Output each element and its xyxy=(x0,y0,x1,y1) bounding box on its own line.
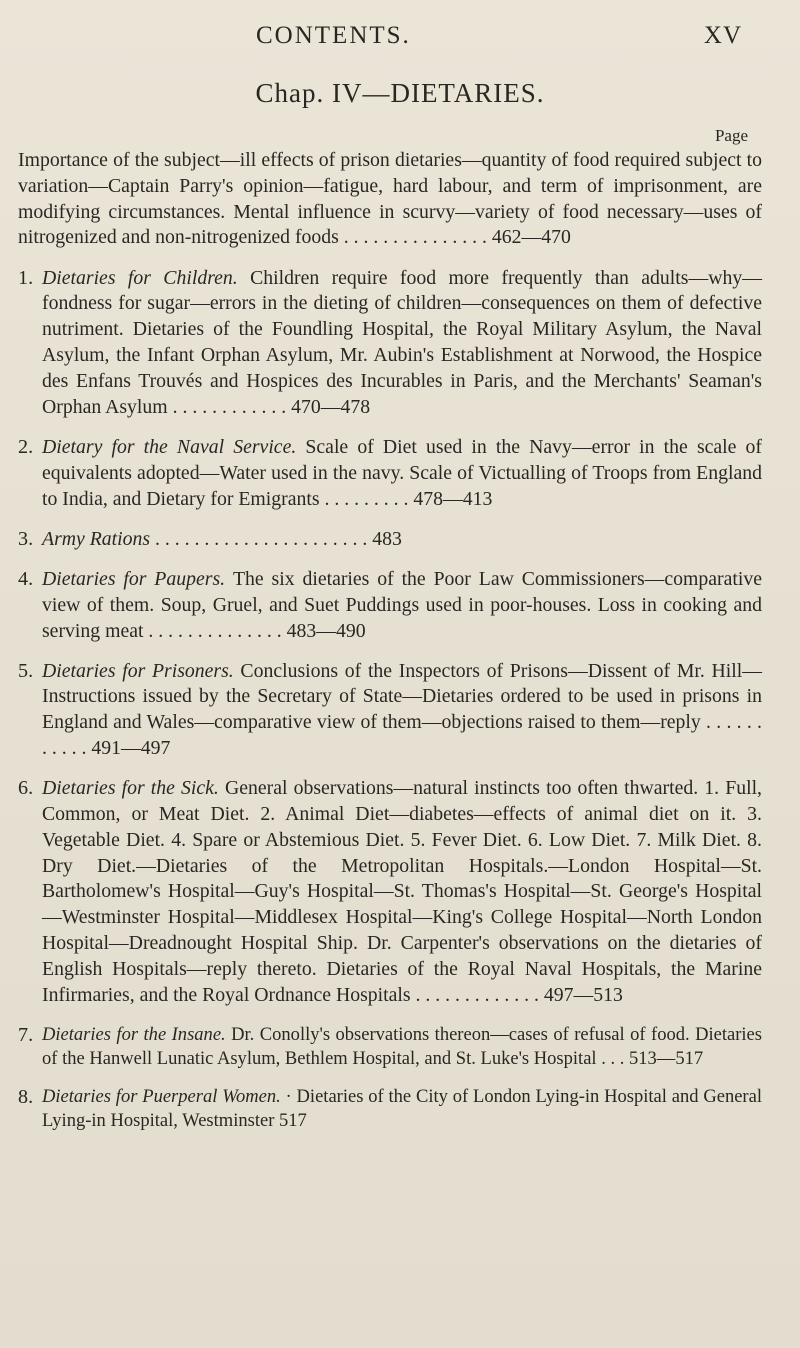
entry-pages: 478—413 xyxy=(413,487,493,510)
entry-number: 7. xyxy=(18,1023,34,1046)
entry-number: 8. xyxy=(18,1086,34,1109)
entry-text xyxy=(42,266,762,421)
entry-number: 3. xyxy=(18,527,34,550)
entry-pages: 470—478 xyxy=(291,395,371,418)
entry-number: 1. xyxy=(18,266,34,289)
entry-body: Importance of the subject—ill effects of prison dietaries—quantity of food required subject to variation—Captain Parry's opinion—fatigue, hard labour, and term of imprisonment, are modifying circumstances. Mental influence in scurvy—variety of food necessary—uses of nitrogenized and non-nitrogenized foods . . . . . . . . . . . . . . . xyxy=(18,149,762,249)
entry-body: Scale of Diet used in the Navy—error in the scale of equivalents adopted—Water used in the navy. Scale of Victualling of Troops from England to India, and Dietary for Emigrants . . . . . . . . . xyxy=(42,436,763,510)
entry-pages: 513—517 xyxy=(629,1047,704,1069)
entry-text xyxy=(42,776,762,1008)
page-column-label: Page xyxy=(714,126,748,145)
page-folio: XV xyxy=(703,22,742,49)
entry-body: . . . . . . . . . . . . . . . . . . . . . . xyxy=(155,527,373,550)
entry-number: 5. xyxy=(18,659,34,682)
entry-body: General observations—natural instincts too often thwarted. 1. Full, Common, or Meat Diet. 2. Animal Diet—diabetes—effects of animal diet on it. 3. Vegetable Diet. 4. Spare or Abstemious Diet. 5. Fever Diet. 6. Low Diet. 7. Milk Diet. 8. Dry Diet.—Dietaries of the Metropolitan Hospitals.—London Hospital—St. Bartholomew's Hospital—Guy's Hospital—St. Thomas's Hospital—St. George's Hospital—Westminster Hospital—Middlesex Hospital—King's College Hospital—North London Hospital—Dreadnought Hospital Ship. Dr. Carpenter's observations on the dietaries of English Hospitals—reply thereto. Dietaries of the Royal Naval Hospitals, the Marine Infirmaries, and the Royal Ordnance Hospitals . . . . . . . . . . . . . xyxy=(42,777,762,1006)
entry-body: Dr. Conolly's observations thereon—cases of refusal of food. Dietaries of the Hanwell Lunatic Asylum, Bethlem Hospital, and St. Luke's Hospital . . . xyxy=(42,1023,762,1069)
entry-title: Dietaries for Puerperal Women. xyxy=(42,1086,286,1108)
entry-pages: 462—470 xyxy=(491,226,571,249)
entry-pages: 483—490 xyxy=(286,619,366,642)
entry-text xyxy=(42,659,762,762)
entry-body: Conclusions of the Inspectors of Prisons—Dissent of Mr. Hill—Instructions issued by the Secretary of State—Dietaries ordered to be used in prisons in England and Wales—comparative view of them—objections raised to them—reply . . . . . . . . . . . xyxy=(42,659,762,760)
entry-text xyxy=(42,567,762,644)
entry-pages: 483 xyxy=(372,527,402,550)
entry-pages: 517 xyxy=(279,1110,307,1132)
entry-body: · Dietaries of the City of London Lying-in Hospital and General Lying-in Hospital, Westminster xyxy=(42,1086,762,1132)
entry-title: Army Rations xyxy=(42,527,156,550)
entry-title: Dietaries for the Sick. xyxy=(42,777,225,800)
entry-title: Dietary for the Naval Service. xyxy=(42,436,306,459)
chapter-title: Chap. IV—DIETARIES. xyxy=(255,78,545,108)
entry-title: Dietaries for Paupers. xyxy=(42,568,233,591)
entry-text xyxy=(42,527,762,553)
entry-title: Dietaries for Children. xyxy=(42,266,251,289)
running-title: CONTENTS. xyxy=(256,22,411,49)
entry-pages: 491—497 xyxy=(91,737,171,760)
entry-number: 6. xyxy=(18,777,34,800)
entry-text xyxy=(18,148,762,251)
entry-number: 2. xyxy=(18,436,34,459)
entry-number: 4. xyxy=(18,568,34,591)
entry-pages: 497—513 xyxy=(543,983,623,1006)
entry-title: Dietaries for Prisoners. xyxy=(42,659,241,682)
entry-title: Dietaries for the Insane. xyxy=(42,1023,232,1045)
entry-text xyxy=(42,435,762,512)
entry-body: Children require food more frequently than adults—why—fondness for sugar—errors in the dieting of children—consequences on them of defective nutriment. Dietaries of the Foundling Hospital, the Royal Military Asylum, the Naval Asylum, the Infant Orphan Asylum, Mr. Aubin's Establishment at Norwood, the Hospice des Enfans Trouvés and Hospices des Incurables in Paris, and the Merchants' Seaman's Orphan Asylum . . . . . . . . . . . . xyxy=(42,266,762,418)
running-head xyxy=(0,22,800,62)
entry-body: The six dietaries of the Poor Law Commissioners—comparative view of them. Soup, Gruel, and Suet Puddings used in poor-houses. Loss in cooking and serving meat . . . . . . . . . . . . . . xyxy=(42,568,762,642)
